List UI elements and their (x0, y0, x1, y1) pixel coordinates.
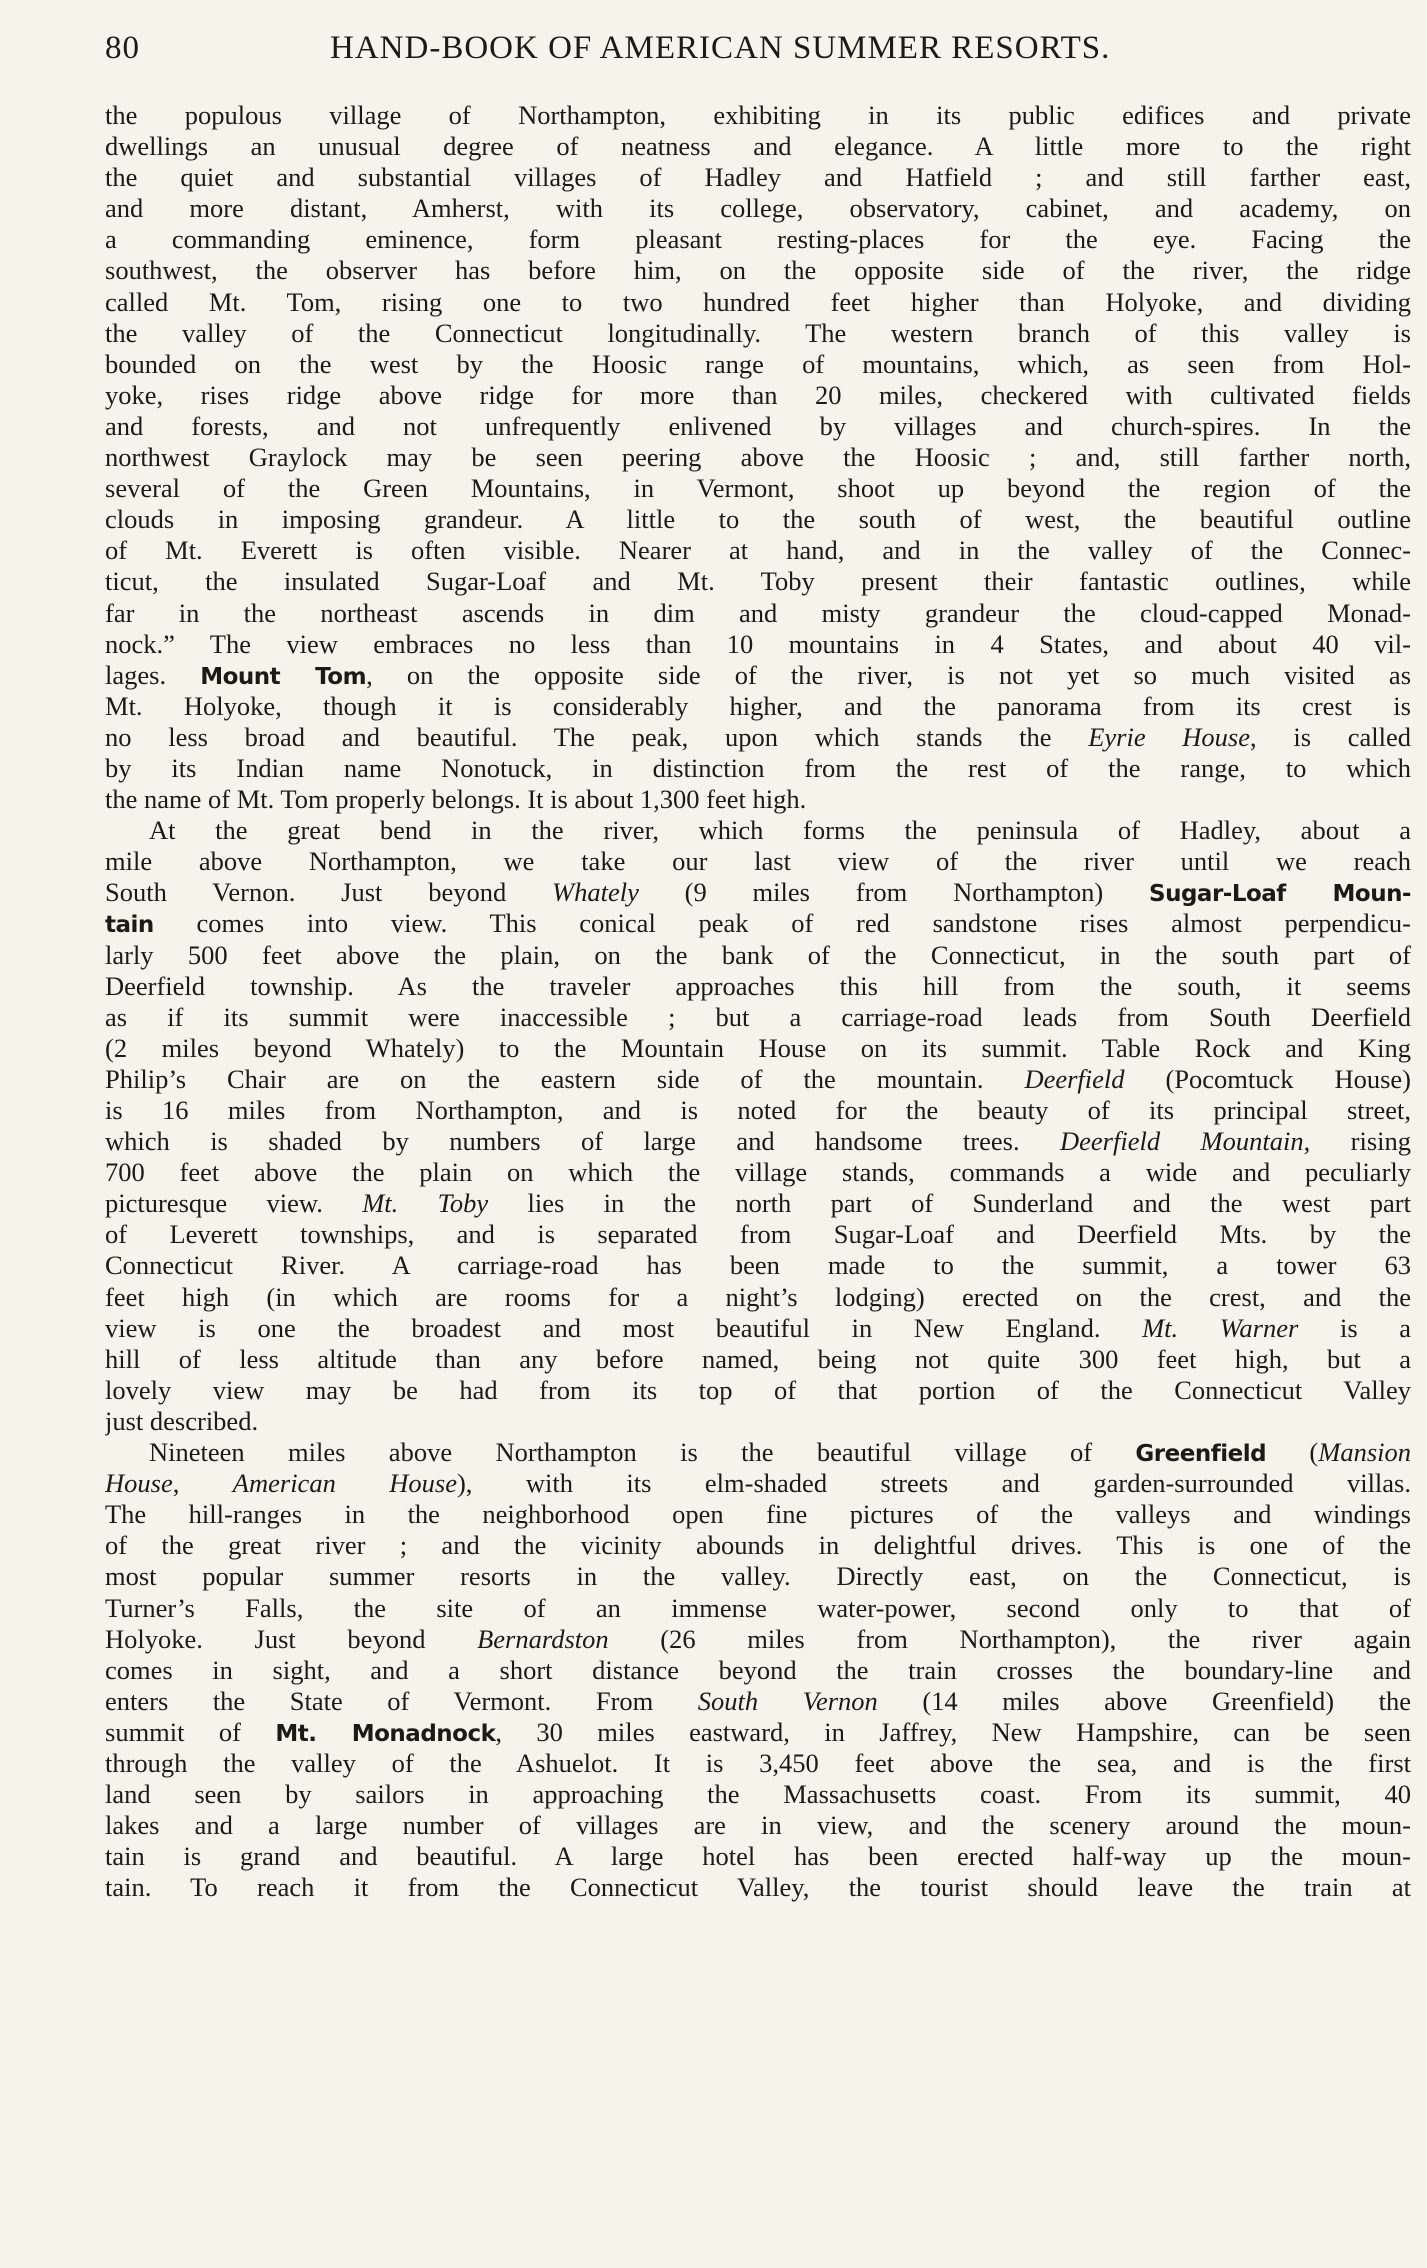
italic-place-name: Mt. Warner (1142, 1312, 1299, 1343)
text-segment: of the great river ; and the vicinity abounds in delightful drives. This is one of the (105, 1530, 1411, 1561)
text-segment: feet high (in which are rooms for a night’s lodging) erected on the crest, and the (105, 1281, 1411, 1312)
text-line (105, 1717, 1411, 1748)
italic-place-name: Deerfield Mountain (1060, 1126, 1304, 1157)
text-segment: and forests, and not unfrequently enlivened by villages and church-spires. In the (105, 410, 1411, 441)
text-segment: lies in the north part of Sunderland and the west part (488, 1188, 1411, 1219)
text-segment: several of the Green Mountains, in Vermont, shoot up beyond the region of the (105, 473, 1411, 504)
text-line (105, 1624, 1411, 1655)
text-line (105, 784, 1411, 815)
text-line (105, 691, 1411, 722)
text-segment: is 16 miles from Northampton, and is noted for the beauty of its principal street, (105, 1095, 1411, 1125)
text-line (105, 753, 1411, 784)
text-line (105, 1841, 1411, 1872)
text-line (105, 535, 1411, 566)
text-segment: , is called (1250, 721, 1411, 752)
text-line (105, 815, 1411, 846)
text-segment: Nineteen miles above Northampton is the beautiful village of (149, 1437, 1136, 1468)
italic-place-name: Whately (552, 877, 639, 908)
text-line (105, 1375, 1411, 1406)
italic-place-name: Mt. Toby (362, 1188, 489, 1219)
text-line (105, 1157, 1411, 1188)
text-segment: comes into view. This conical peak of red sandstone rises almost perpendicu- (153, 908, 1411, 939)
text-segment: the quiet and substantial villages of Hadley and Hatfield ; and still farther east, (105, 162, 1411, 193)
text-line (105, 224, 1411, 255)
text-line (105, 1126, 1411, 1157)
text-segment: (14 miles above Greenfield) the (877, 1685, 1411, 1716)
text-segment: South Vernon. Just beyond (105, 877, 553, 908)
text-segment: Deerfield township. As the traveler approaches this hill from the south, it seems (105, 970, 1411, 1001)
text-segment: The hill-ranges in the neighborhood open fine pictures of the valleys and windings (105, 1499, 1411, 1530)
text-line (105, 660, 1411, 691)
text-segment: Connecticut River. A carriage-road has been made to the summit, a tower 63 (105, 1250, 1411, 1281)
text-line (105, 722, 1411, 753)
text-segment: the name of Mt. Tom properly belongs. It is about 1,300 feet high. (105, 784, 807, 815)
text-line (105, 1655, 1411, 1686)
page-number: 80 (105, 30, 140, 66)
text-segment: lages. (105, 659, 201, 690)
text-line (105, 1468, 1411, 1499)
text-line (105, 908, 1411, 939)
text-segment: ticut, the insulated Sugar-Loaf and Mt. Toby present their fantastic outlines, while (105, 566, 1411, 597)
text-line (105, 504, 1411, 535)
text-segment: (26 miles from Northampton), the river again (608, 1623, 1411, 1654)
text-segment: a commanding eminence, form pleasant resting-places for the eye. Facing the (105, 224, 1411, 255)
text-segment: , on the opposite side of the river, is not yet so much visited as (366, 659, 1411, 690)
text-segment: bounded on the west by the Hoosic range of mountains, which, as seen from Hol- (105, 348, 1411, 379)
text-segment: larly 500 feet above the plain, on the bank of the Connecticut, in the south part of (105, 939, 1411, 970)
text-line (105, 1810, 1411, 1841)
text-line (105, 380, 1411, 411)
bold-place-name: Mount Tom (200, 663, 367, 690)
text-line (105, 1095, 1411, 1126)
text-line (105, 1188, 1411, 1219)
text-line (105, 598, 1411, 629)
text-line (105, 1002, 1411, 1033)
bold-place-name: Sugar-Loaf Moun- (1149, 881, 1411, 908)
text-line (105, 629, 1411, 660)
italic-place-name: Eyrie House (1088, 721, 1251, 752)
text-segment: of Leverett townships, and is separated from Sugar-Loaf and Deerfield Mts. by the (105, 1219, 1411, 1250)
text-line (105, 940, 1411, 971)
text-line (105, 971, 1411, 1002)
text-line (105, 1437, 1411, 1468)
italic-place-name: House (105, 1468, 173, 1499)
text-segment: ( (1266, 1437, 1319, 1468)
text-segment: southwest, the observer has before him, on the opposite side of the river, the ridge (105, 255, 1411, 286)
text-segment: the populous village of Northampton, exhibiting in its public edifices and private (105, 100, 1411, 130)
text-segment: yoke, rises ridge above ridge for more than 20 miles, checkered with cultivated fields (105, 379, 1411, 410)
text-line (105, 162, 1411, 193)
text-line (105, 1064, 1411, 1095)
text-segment: tain is grand and beautiful. A large hotel has been erected half-way up the moun- (105, 1841, 1411, 1872)
italic-place-name: Mansion (1318, 1437, 1411, 1468)
text-segment: Mt. Holyoke, though it is considerably higher, and the panorama from its crest is (105, 690, 1411, 721)
text-line (105, 1219, 1411, 1250)
text-line (105, 193, 1411, 224)
text-segment: picturesque view. (105, 1188, 363, 1219)
text-line (105, 1406, 1411, 1437)
text-segment: far in the northeast ascends in dim and misty grandeur the cloud-capped Monad- (105, 597, 1411, 628)
text-segment: is a (1298, 1312, 1411, 1343)
text-segment: by its Indian name Nonotuck, in distinction from the rest of the range, to which (105, 752, 1411, 783)
text-line (105, 1250, 1411, 1281)
text-segment: lovely view may be had from its top of that portion of the Connecticut Valley (105, 1374, 1411, 1405)
italic-place-name: American House (232, 1468, 457, 1499)
text-segment: nock.” The view embraces no less than 10 mountains in 4 States, and about 40 vil- (105, 628, 1411, 659)
italic-place-name: South Vernon (697, 1685, 878, 1716)
text-segment: and more distant, Amherst, with its college, observatory, cabinet, and academy, on (105, 193, 1411, 224)
text-line (105, 1748, 1411, 1779)
text-line (105, 1344, 1411, 1375)
text-line (105, 411, 1411, 442)
text-line (105, 1779, 1411, 1810)
text-segment: 700 feet above the plain on which the village stands, commands a wide and peculiarly (105, 1157, 1411, 1188)
text-segment: Holyoke. Just beyond (105, 1623, 478, 1654)
text-segment: clouds in imposing grandeur. A little to the south of west, the beautiful outline (105, 504, 1411, 535)
text-segment: enters the State of Vermont. From (105, 1685, 698, 1716)
text-segment: as if its summit were inaccessible ; but a carriage-road leads from South Deerfield (105, 1001, 1411, 1032)
text-segment: ), with its elm-shaded streets and garden-surrounded villas. (456, 1468, 1411, 1499)
text-line (105, 318, 1411, 349)
bold-place-name: tain (105, 912, 154, 939)
text-line (105, 131, 1411, 162)
text-segment: dwellings an unusual degree of neatness and elegance. A little more to the right (105, 131, 1411, 162)
text-segment: mile above Northampton, we take our last view of the river until we reach (105, 846, 1411, 877)
text-line (105, 1499, 1411, 1530)
text-segment: tain. To reach it from the Connecticut Valley, the tourist should leave the train at (105, 1872, 1411, 1903)
italic-place-name: Deerfield (1024, 1063, 1125, 1094)
text-segment: (9 miles from Northampton) (638, 877, 1150, 908)
text-segment: At the great bend in the river, which forms the peninsula of Hadley, about a (149, 815, 1411, 846)
text-segment: northwest Graylock may be seen peering above the Hoosic ; and, still farther north, (105, 442, 1411, 473)
bold-place-name: Mt. Monadnock (275, 1720, 496, 1747)
text-segment: comes in sight, and a short distance beyond the train crosses the boundary-line and (105, 1654, 1411, 1685)
text-segment: , rising (1303, 1126, 1411, 1157)
text-segment: , (172, 1468, 233, 1499)
text-line (105, 1686, 1411, 1717)
text-line (105, 442, 1411, 473)
text-segment: hill of less altitude than any before named, being not quite 300 feet high, but a (105, 1343, 1411, 1374)
text-line (105, 255, 1411, 286)
text-line (105, 1872, 1411, 1903)
text-segment: (2 miles beyond Whately) to the Mountain House on its summit. Table Rock and King (105, 1032, 1411, 1063)
running-title: HAND-BOOK OF AMERICAN SUMMER RESORTS. (330, 30, 1111, 66)
text-segment: , 30 miles eastward, in Jaffrey, New Hampshire, can be seen (495, 1716, 1411, 1747)
text-segment: Turner’s Falls, the site of an immense water-power, second only to that of (105, 1592, 1411, 1623)
text-segment: no less broad and beautiful. The peak, upon which stands the (105, 721, 1089, 752)
text-segment: most popular summer resorts in the valley. Directly east, on the Connecticut, is (105, 1561, 1411, 1592)
text-segment: Philip’s Chair are on the eastern side of the mountain. (105, 1063, 1025, 1094)
text-segment: of Mt. Everett is often visible. Nearer at hand, and in the valley of the Connec- (105, 535, 1411, 566)
text-line (105, 1530, 1411, 1561)
text-line (105, 1313, 1411, 1344)
text-line (105, 1561, 1411, 1592)
bold-place-name: Greenfield (1135, 1441, 1267, 1468)
text-line (105, 349, 1411, 380)
text-segment: view is one the broadest and most beautiful in New England. (105, 1312, 1143, 1343)
text-segment: just described. (105, 1405, 259, 1436)
text-segment: the valley of the Connecticut longitudinally. The western branch of this valley is (105, 317, 1411, 348)
text-line (105, 877, 1411, 908)
text-line (105, 100, 1411, 131)
italic-place-name: Bernardston (477, 1623, 609, 1654)
text-segment: land seen by sailors in approaching the Massachusetts coast. From its summit, 40 (105, 1779, 1411, 1810)
text-line (105, 1033, 1411, 1064)
text-line (105, 846, 1411, 877)
text-line (105, 1282, 1411, 1313)
text-segment: (Pocomtuck House) (1124, 1063, 1411, 1094)
text-line (105, 287, 1411, 318)
text-line (105, 473, 1411, 504)
text-segment: lakes and a large number of villages are in view, and the scenery around the moun- (105, 1810, 1411, 1841)
text-segment: through the valley of the Ashuelot. It is 3,450 feet above the sea, and is the first (105, 1747, 1411, 1778)
text-segment: summit of (105, 1716, 276, 1747)
body-text (105, 100, 1411, 1903)
running-head (105, 30, 1411, 80)
text-line (105, 1593, 1411, 1624)
text-line (105, 566, 1411, 597)
text-segment: which is shaded by numbers of large and handsome trees. (105, 1126, 1061, 1157)
text-segment: called Mt. Tom, rising one to two hundred feet higher than Holyoke, and dividing (105, 286, 1411, 317)
